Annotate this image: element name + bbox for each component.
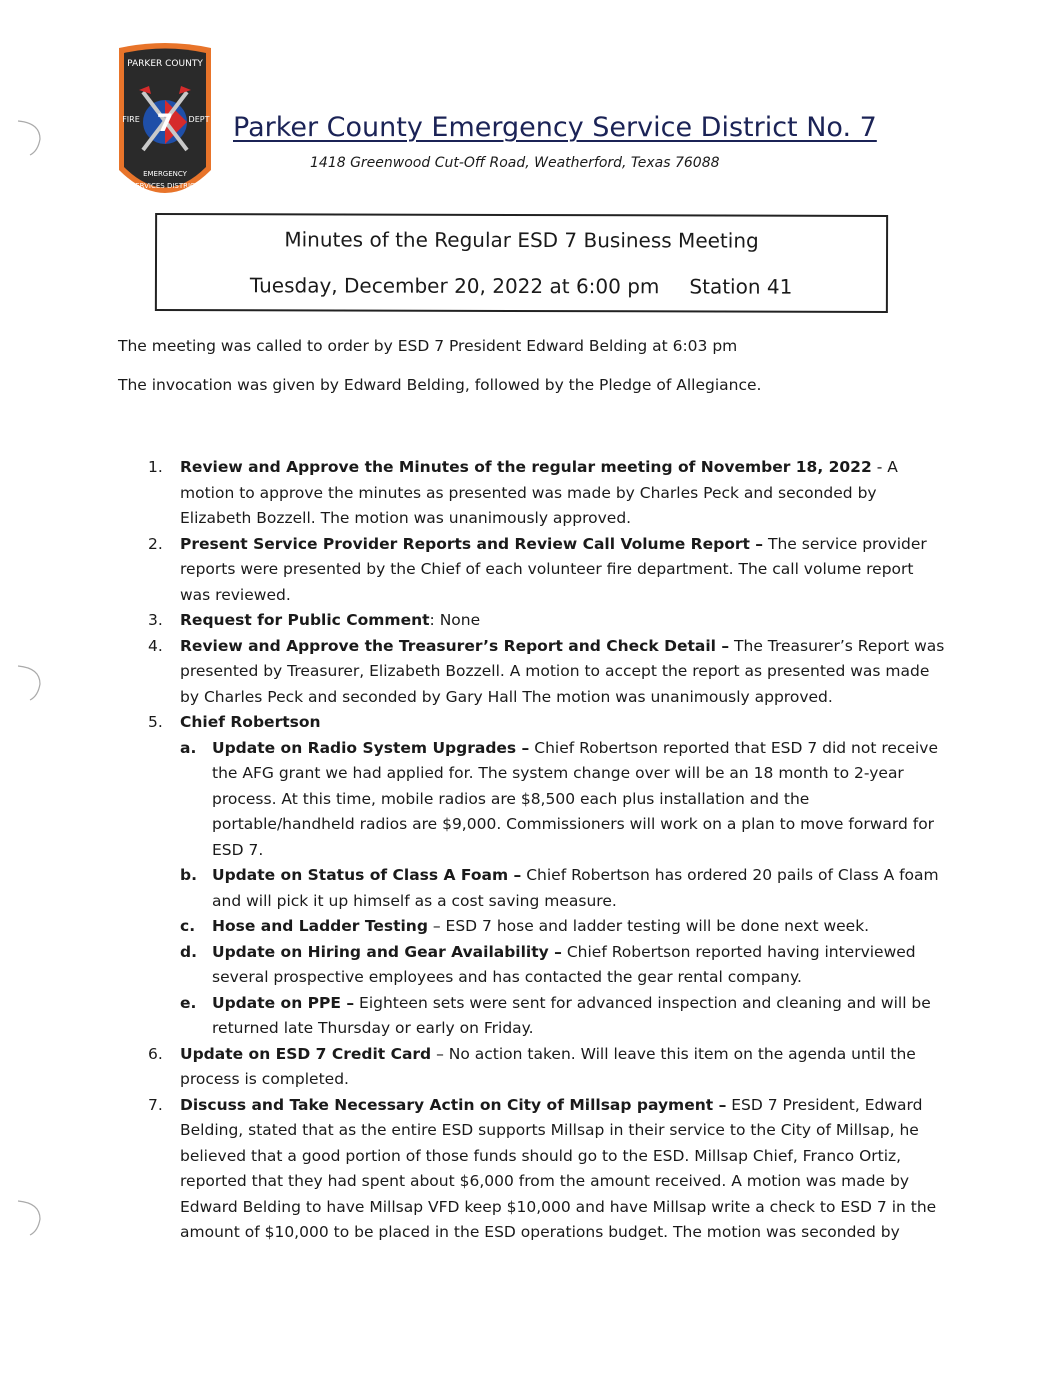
item-text: A motion to approve the minutes as presented was made by Charles Peck and seconded by Elizabeth Bozzell. The motion was unanimously approved. [180, 458, 898, 527]
agenda-items [148, 455, 948, 1246]
meeting-title-box [155, 213, 888, 313]
item-heading: Present Service Provider Reports and Review Call Volume Report – [180, 534, 764, 553]
meeting-date: Tuesday, December 20, 2022 at 6:00 pm [249, 273, 660, 299]
sub-item: c. Hose and Ladder Testing – ESD 7 hose and ladder testing will be done next week. [180, 917, 870, 935]
call-to-order: The meeting was called to order by ESD 7 President Edward Belding at 6:03 pm [118, 337, 738, 355]
agenda-item: 6. Update on ESD 7 Credit Card – No action taken. Will leave this item on the agenda until the process is completed. [148, 1044, 916, 1088]
agenda-item: 1. Review and Approve the Minutes of the regular meeting of November 18, 2022 - A motion to approve the minutes as presented was made by Charles Peck and seconded by Elizabeth Bozzell. The motion was unanimously approved. [148, 458, 898, 527]
agenda-item: 5. Chief Robertson a. Update on Radio System Upgrades – Chief Robertson reported that ESD 7 did not receive the AFG grant we had applied for. The system change over will be an 18 month to 2-year process. At this time, mobile radios are $8,500 each plus installation and the portable/handheld radios are $9,000. Commissioners will work on a plan to move forward for ESD 7. b. Update on Status of Class A Foam – Chief Robertson has ordered 20 pails of Class A foam and will pick it up himself as a cost saving measure. c. Hose and Ladder Testing – ESD 7 hose and ladder testing will be done next week. d. Update on Hiring and Gear Availability – Chief Robertson reported having interviewed several prospective employees and has contacted the gear rental company. e. Update on PPE – Eighteen sets were sent for advanced inspection and cleaning and will be returned late Thursday or early on Friday. [148, 710, 948, 1042]
logo-bottom-text: SERVICES DISTRICT [130, 182, 200, 190]
agenda-item: 7. Discuss and Take Necessary Actin on City of Millsap payment – ESD 7 President, Edward Belding, stated that as the entire ESD supports Millsap in their service to the City of Millsap, he believed that a good portion of those funds should go to the ESD. Millsap Chief, Franco Ortiz, reported that they had spent about $6,000 from the amount received. A motion was made by Edward Belding to have Millsap VFD keep $10,000 and have Millsap write a check to ESD 7 in the amount of $10,000 to be placed in the ESD operations budget. The motion was seconded by [148, 1095, 937, 1241]
sub-item: a. Update on Radio System Upgrades – Chief Robertson reported that ESD 7 did not receive the AFG grant we had applied for. The system change over will be an 18 month to 2-year process. At this time, mobile radios are $8,500 each plus installation and the portable/handheld radios are $9,000. Commissioners will work on a plan to move forward for ESD 7. [180, 738, 939, 859]
item-text: The Treasurer’s Report was presented by Treasurer, Elizabeth Bozzell. A motion to accept the report as presented was made by Charles Peck and seconded by Gary Hall The motion was unanimously approved. [180, 636, 945, 706]
logo-number: 7 [156, 109, 174, 137]
logo-top-text: PARKER COUNTY [127, 59, 203, 69]
punch-hole-mark [0, 1195, 44, 1239]
agenda-item: 4. Review and Approve the Treasurer’s Report and Check Detail – The Treasurer’s Report was presented by Treasurer, Elizabeth Bozzell. A motion to accept the report as presented was made by Charles Peck and seconded by Gary Hall The motion was unanimously approved. [148, 636, 945, 706]
agenda-item: 2. Present Service Provider Reports and Review Call Volume Report – The service provider reports were presented by the Chief of each volunteer fire department. The call volume report was reviewed. [148, 534, 927, 604]
sub-items [180, 736, 948, 1042]
item-heading: Discuss and Take Necessary Actin on City of Millsap payment – [180, 1095, 727, 1114]
organization-title: Parker County Emergency Service District No. 7 [233, 112, 877, 143]
invocation: The invocation was given by Edward Belding, followed by the Pledge of Allegiance. [118, 376, 762, 394]
item-heading: Review and Approve the Treasurer’s Report and Check Detail – [180, 636, 730, 655]
meeting-title: Minutes of the Regular ESD 7 Business Meeting [284, 227, 759, 253]
meeting-location: Station 41 [689, 274, 793, 299]
punch-hole-mark [0, 660, 44, 704]
meeting-date-line [250, 273, 792, 298]
item-text: No action taken. Will leave this item on the agenda until the process is completed. [180, 1044, 916, 1088]
logo-bottom-text: EMERGENCY [143, 170, 187, 178]
item-heading: Update on ESD 7 Credit Card [180, 1044, 432, 1063]
item-text: ESD 7 President, Edward Belding, stated that as the entire ESD supports Millsap in their service to the City of Millsap, he believed that a good portion of those funds should go to the ESD. Millsap Chief, Franco Ortiz, reported that they had spent about $6,000 from the amount received. A motion was made by Edward Belding to have Millsap VFD keep $10,000 and have Millsap write a check to ESD 7 in the amount of $10,000 to be placed in the ESD operations budget. The motion was seconded by [180, 1095, 937, 1241]
item-text: None [439, 611, 481, 629]
punch-hole-mark [0, 115, 44, 159]
item-text: The service provider reports were presented by the Chief of each volunteer fire department. The call volume report was reviewed. [180, 534, 927, 604]
item-heading: Request for Public Comment [180, 611, 430, 629]
item-heading: Review and Approve the Minutes of the regular meeting of November 18, 2022 [180, 458, 872, 476]
sub-item: e. Update on PPE – Eighteen sets were sent for advanced inspection and cleaning and will be returned late Thursday or early on Friday. [180, 993, 931, 1037]
sub-item: b. Update on Status of Class A Foam – Chief Robertson has ordered 20 pails of Class A foam and will pick it up himself as a cost saving measure. [180, 866, 939, 910]
logo-right-text: DEPT [188, 115, 210, 124]
esd-logo [113, 40, 217, 206]
organization-address: 1418 Greenwood Cut-Off Road, Weatherford, Texas 76088 [310, 155, 720, 171]
logo-left-text: FIRE [122, 115, 140, 124]
item-heading: Chief Robertson [180, 713, 321, 731]
agenda-item: 3. Request for Public Comment: None [148, 611, 481, 629]
sub-item: d. Update on Hiring and Gear Availability – Chief Robertson reported having interviewed several prospective employees and has contacted the gear rental company. [180, 942, 916, 986]
